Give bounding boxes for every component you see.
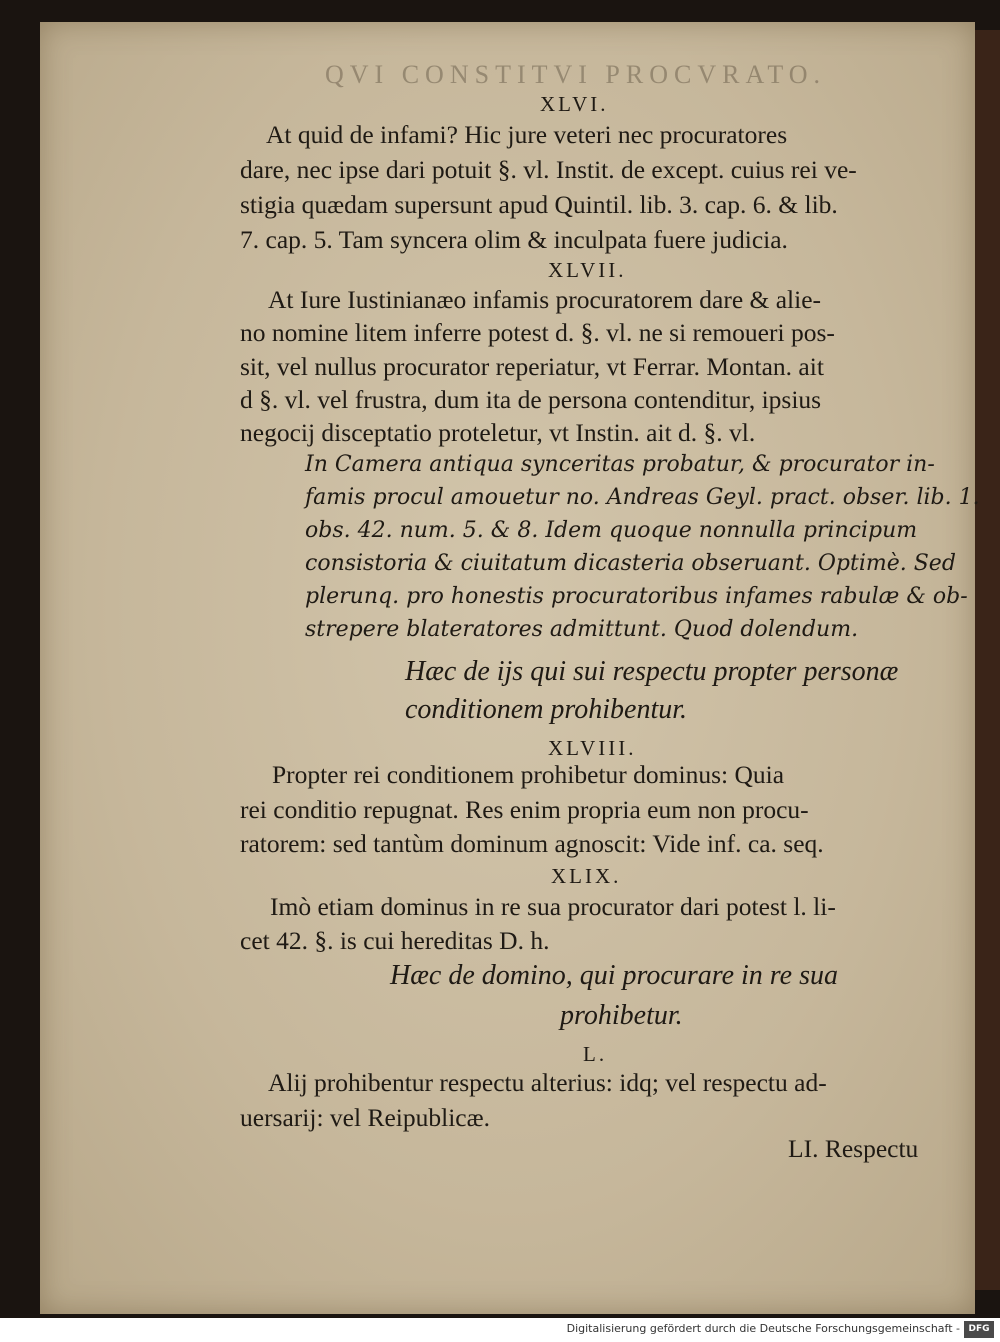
text-line: Propter rei conditionem prohibetur dominus: Quia — [272, 760, 785, 789]
note-line: consistoria & ciuitatum dicasteria obseruant. Optimè. Sed — [305, 551, 956, 576]
note-line: In Camera antiqua synceritas probatur, & procurator in- — [305, 452, 935, 477]
summary-line: Hæc de ijs qui sui respectu propter personæ — [405, 656, 899, 687]
digitization-footer — [0, 1318, 1000, 1342]
text-line: stigia quædam supersunt apud Quintil. lib. 3. cap. 6. & lib. — [240, 190, 838, 219]
note-line: famis procul amouetur no. Andreas Geyl. pract. obser. lib. 1. — [305, 485, 980, 510]
dfg-logo-icon: DFG — [964, 1321, 994, 1338]
book-edge — [975, 30, 1000, 1290]
text-line: ratorem: sed tantùm dominum agnoscit: Vide inf. ca. seq. — [240, 829, 824, 858]
footer-credit: Digitalisierung gefördert durch die Deutsche Forschungsgemeinschaft - — [566, 1322, 960, 1335]
section-number: XLVIII. — [548, 736, 637, 760]
summary-line: conditionem prohibentur. — [405, 694, 688, 725]
note-line: strepere blateratores admittunt. Quod dolendum. — [305, 617, 859, 642]
summary-line: prohibetur. — [560, 1000, 683, 1031]
running-head: QVI CONSTITVI PROCVRATO. — [325, 60, 827, 89]
section-number: XLVII. — [548, 258, 627, 282]
text-line: cet 42. §. is cui hereditas D. h. — [240, 926, 550, 955]
text-line: dare, nec ipse dari potuit §. vl. Instit. de except. cuius rei ve- — [240, 155, 857, 184]
text-line: At Iure Iustinianæo infamis procuratorem dare & alie- — [268, 285, 822, 314]
summary-line: Hæc de domino, qui procurare in re sua — [390, 960, 838, 991]
text-line: Imò etiam dominus in re sua procurator dari potest l. li- — [270, 892, 836, 921]
text-line: sit, vel nullus procurator reperiatur, vt Ferrar. Montan. ait — [240, 352, 824, 381]
section-number: XLIX. — [551, 864, 622, 888]
text-line: uersarij: vel Reipublicæ. — [240, 1103, 490, 1132]
text-line: rei conditio repugnat. Res enim propria eum non procu- — [240, 795, 809, 824]
text-line: negocij disceptatio proteletur, vt Instin. ait d. §. vl. — [240, 418, 756, 447]
note-line: plerunq. pro honestis procuratoribus infames rabulæ & ob- — [305, 584, 968, 609]
note-line: obs. 42. num. 5. & 8. Idem quoque nonnulla principum — [305, 518, 918, 543]
text-line: no nomine litem inferre potest d. §. vl. ne si remoueri pos- — [240, 318, 835, 347]
catchword: LI. Respectu — [788, 1134, 919, 1163]
text-line: Alij prohibentur respectu alterius: idq; vel respectu ad- — [268, 1068, 827, 1097]
section-number: L. — [583, 1042, 608, 1066]
text-line: 7. cap. 5. Tam syncera olim & inculpata fuere judicia. — [240, 225, 788, 254]
section-number: XLVI. — [540, 92, 609, 116]
text-line: d §. vl. vel frustra, dum ita de persona contenditur, ipsius — [240, 385, 822, 414]
text-line: At quid de infami? Hic jure veteri nec procuratores — [266, 120, 788, 149]
